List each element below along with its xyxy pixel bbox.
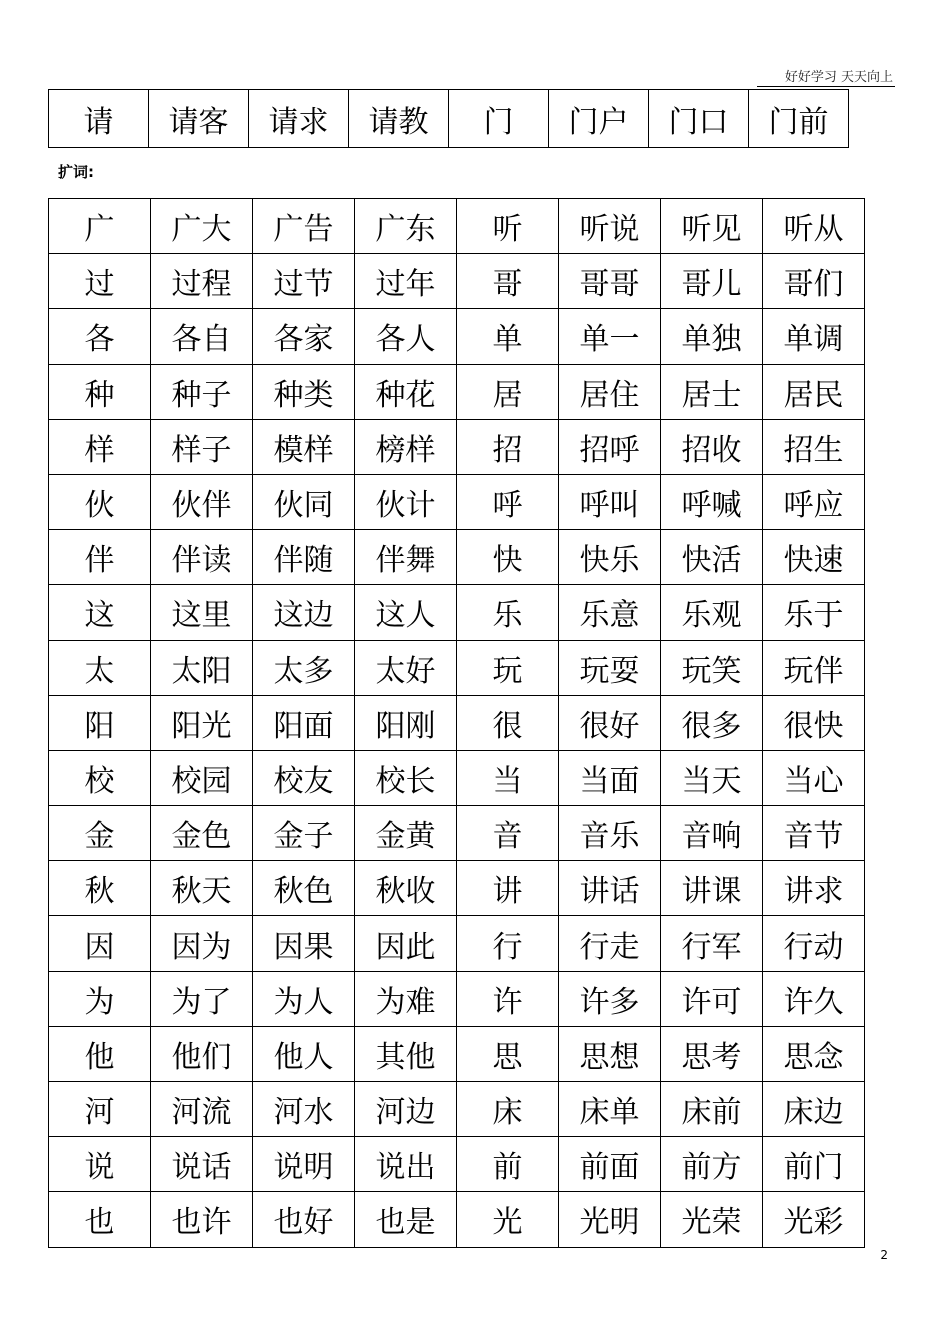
word-cell: 居民 [763, 364, 865, 419]
word-cell: 其他 [355, 1026, 457, 1081]
word-cell: 许久 [763, 971, 865, 1026]
word-cell: 门户 [549, 90, 649, 148]
word-cell: 哥们 [763, 254, 865, 309]
header-rule [757, 86, 895, 87]
base-character-cell: 快 [457, 530, 559, 585]
word-cell: 很好 [559, 695, 661, 750]
base-character-cell: 单 [457, 309, 559, 364]
word-cell: 各家 [253, 309, 355, 364]
base-character-cell: 乐 [457, 585, 559, 640]
word-cell: 河边 [355, 1082, 457, 1137]
word-cell: 床边 [763, 1082, 865, 1137]
word-cell: 呼喊 [661, 474, 763, 529]
word-cell: 玩笑 [661, 640, 763, 695]
base-character-cell: 广 [49, 199, 151, 254]
word-cell: 各自 [151, 309, 253, 364]
base-character-cell: 光 [457, 1192, 559, 1247]
base-character-cell: 前 [457, 1137, 559, 1192]
base-character-cell: 床 [457, 1082, 559, 1137]
word-cell: 也许 [151, 1192, 253, 1247]
word-cell: 校长 [355, 750, 457, 805]
word-cell: 伴随 [253, 530, 355, 585]
word-cell: 秋收 [355, 861, 457, 916]
word-cell: 门口 [649, 90, 749, 148]
word-cell: 过程 [151, 254, 253, 309]
word-cell: 这边 [253, 585, 355, 640]
word-cell: 招呼 [559, 419, 661, 474]
base-character-cell: 呼 [457, 474, 559, 529]
base-character-cell: 当 [457, 750, 559, 805]
word-cell: 请教 [349, 90, 449, 148]
word-cell: 河水 [253, 1082, 355, 1137]
word-cell: 请客 [149, 90, 249, 148]
word-cell: 床单 [559, 1082, 661, 1137]
word-cell: 金子 [253, 806, 355, 861]
word-cell: 他们 [151, 1026, 253, 1081]
word-cell: 伴读 [151, 530, 253, 585]
word-cell: 招生 [763, 419, 865, 474]
word-cell: 太好 [355, 640, 457, 695]
word-cell: 因果 [253, 916, 355, 971]
word-cell: 音节 [763, 806, 865, 861]
table-row [49, 585, 865, 640]
base-character-cell: 伙 [49, 474, 151, 529]
word-cell: 前门 [763, 1137, 865, 1192]
word-cell: 玩耍 [559, 640, 661, 695]
word-cell: 很快 [763, 695, 865, 750]
word-cell: 讲话 [559, 861, 661, 916]
word-cell: 当天 [661, 750, 763, 805]
base-character-cell: 秋 [49, 861, 151, 916]
word-cell: 种类 [253, 364, 355, 419]
word-cell: 伙计 [355, 474, 457, 529]
base-character-cell: 为 [49, 971, 151, 1026]
word-cell: 金黄 [355, 806, 457, 861]
table-row [49, 750, 865, 805]
word-cell: 讲课 [661, 861, 763, 916]
base-character-cell: 金 [49, 806, 151, 861]
word-expansion-table [48, 198, 865, 1248]
word-cell: 呼应 [763, 474, 865, 529]
word-cell: 太阳 [151, 640, 253, 695]
word-cell: 单调 [763, 309, 865, 364]
word-cell: 前方 [661, 1137, 763, 1192]
word-cell: 音乐 [559, 806, 661, 861]
word-cell: 也是 [355, 1192, 457, 1247]
word-cell: 种子 [151, 364, 253, 419]
word-cell: 快乐 [559, 530, 661, 585]
word-cell: 广告 [253, 199, 355, 254]
table-row [49, 861, 865, 916]
word-cell: 伙伴 [151, 474, 253, 529]
word-cell: 光荣 [661, 1192, 763, 1247]
base-character-cell: 门 [449, 90, 549, 148]
word-cell: 单一 [559, 309, 661, 364]
table-row [49, 1082, 865, 1137]
word-cell: 请求 [249, 90, 349, 148]
base-character-cell: 太 [49, 640, 151, 695]
word-cell: 模样 [253, 419, 355, 474]
base-character-cell: 因 [49, 916, 151, 971]
word-cell: 阳刚 [355, 695, 457, 750]
base-character-cell: 音 [457, 806, 559, 861]
top-word-table [48, 89, 849, 148]
word-cell: 哥哥 [559, 254, 661, 309]
word-cell: 行军 [661, 916, 763, 971]
word-cell: 思考 [661, 1026, 763, 1081]
word-cell: 太多 [253, 640, 355, 695]
word-cell: 光明 [559, 1192, 661, 1247]
word-cell: 说出 [355, 1137, 457, 1192]
table-row [49, 916, 865, 971]
word-cell: 广东 [355, 199, 457, 254]
table-row [49, 806, 865, 861]
word-cell: 哥儿 [661, 254, 763, 309]
table-row [49, 1137, 865, 1192]
table-row [49, 419, 865, 474]
base-character-cell: 河 [49, 1082, 151, 1137]
word-cell: 阳光 [151, 695, 253, 750]
word-cell: 过年 [355, 254, 457, 309]
word-cell: 伴舞 [355, 530, 457, 585]
word-cell: 因此 [355, 916, 457, 971]
word-cell: 思念 [763, 1026, 865, 1081]
word-cell: 过节 [253, 254, 355, 309]
word-cell: 听见 [661, 199, 763, 254]
word-cell: 他人 [253, 1026, 355, 1081]
base-character-cell: 招 [457, 419, 559, 474]
base-character-cell: 种 [49, 364, 151, 419]
base-character-cell: 样 [49, 419, 151, 474]
word-cell: 为人 [253, 971, 355, 1026]
word-cell: 乐意 [559, 585, 661, 640]
table-row [49, 309, 865, 364]
word-cell: 这人 [355, 585, 457, 640]
word-cell: 河流 [151, 1082, 253, 1137]
word-cell: 这里 [151, 585, 253, 640]
word-cell: 单独 [661, 309, 763, 364]
word-cell: 门前 [749, 90, 849, 148]
top-table-row [49, 90, 849, 148]
base-character-cell: 也 [49, 1192, 151, 1247]
word-cell: 说明 [253, 1137, 355, 1192]
base-character-cell: 思 [457, 1026, 559, 1081]
base-character-cell: 这 [49, 585, 151, 640]
word-cell: 光彩 [763, 1192, 865, 1247]
table-row [49, 971, 865, 1026]
table-row [49, 1026, 865, 1081]
word-cell: 因为 [151, 916, 253, 971]
base-character-cell: 行 [457, 916, 559, 971]
word-cell: 种花 [355, 364, 457, 419]
word-cell: 说话 [151, 1137, 253, 1192]
word-cell: 许多 [559, 971, 661, 1026]
base-character-cell: 说 [49, 1137, 151, 1192]
word-cell: 榜样 [355, 419, 457, 474]
base-character-cell: 讲 [457, 861, 559, 916]
word-cell: 当面 [559, 750, 661, 805]
word-cell: 快速 [763, 530, 865, 585]
word-cell: 行动 [763, 916, 865, 971]
base-character-cell: 听 [457, 199, 559, 254]
word-cell: 为难 [355, 971, 457, 1026]
word-cell: 校园 [151, 750, 253, 805]
word-cell: 校友 [253, 750, 355, 805]
table-row [49, 640, 865, 695]
word-cell: 也好 [253, 1192, 355, 1247]
base-character-cell: 阳 [49, 695, 151, 750]
word-cell: 讲求 [763, 861, 865, 916]
word-cell: 样子 [151, 419, 253, 474]
word-cell: 许可 [661, 971, 763, 1026]
word-cell: 招收 [661, 419, 763, 474]
base-character-cell: 请 [49, 90, 149, 148]
base-character-cell: 许 [457, 971, 559, 1026]
base-character-cell: 校 [49, 750, 151, 805]
table-row [49, 530, 865, 585]
word-cell: 前面 [559, 1137, 661, 1192]
word-cell: 居士 [661, 364, 763, 419]
word-cell: 行走 [559, 916, 661, 971]
word-cell: 思想 [559, 1026, 661, 1081]
table-row [49, 254, 865, 309]
table-row [49, 1192, 865, 1247]
header-slogan: 好好学习 天天向上 [784, 70, 893, 85]
base-character-cell: 哥 [457, 254, 559, 309]
word-cell: 床前 [661, 1082, 763, 1137]
table-row [49, 364, 865, 419]
word-cell: 呼叫 [559, 474, 661, 529]
word-cell: 听从 [763, 199, 865, 254]
word-cell: 乐于 [763, 585, 865, 640]
section-label: 扩词: [58, 163, 94, 181]
word-cell: 很多 [661, 695, 763, 750]
word-cell: 为了 [151, 971, 253, 1026]
table-row [49, 695, 865, 750]
table-row [49, 474, 865, 529]
word-cell: 居住 [559, 364, 661, 419]
word-cell: 玩伴 [763, 640, 865, 695]
base-character-cell: 居 [457, 364, 559, 419]
word-cell: 金色 [151, 806, 253, 861]
word-cell: 音响 [661, 806, 763, 861]
word-cell: 伙同 [253, 474, 355, 529]
word-cell: 阳面 [253, 695, 355, 750]
word-cell: 秋天 [151, 861, 253, 916]
table-row [49, 199, 865, 254]
base-character-cell: 玩 [457, 640, 559, 695]
base-character-cell: 他 [49, 1026, 151, 1081]
word-cell: 秋色 [253, 861, 355, 916]
word-cell: 各人 [355, 309, 457, 364]
word-cell: 广大 [151, 199, 253, 254]
base-character-cell: 各 [49, 309, 151, 364]
word-cell: 当心 [763, 750, 865, 805]
word-cell: 乐观 [661, 585, 763, 640]
base-character-cell: 很 [457, 695, 559, 750]
page-number: 2 [880, 1248, 888, 1262]
word-cell: 快活 [661, 530, 763, 585]
base-character-cell: 伴 [49, 530, 151, 585]
word-cell: 听说 [559, 199, 661, 254]
base-character-cell: 过 [49, 254, 151, 309]
